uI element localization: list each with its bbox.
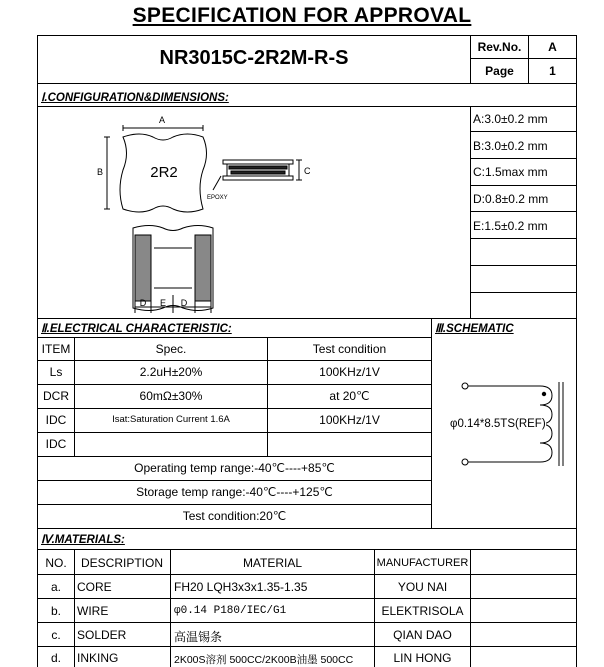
schematic-heading: Ⅲ.SCHEMATIC bbox=[435, 323, 514, 335]
terminal-1 bbox=[462, 383, 468, 389]
material-manufacturer: ELEKTRISOLA bbox=[381, 604, 464, 618]
electrical-item: IDC bbox=[45, 437, 67, 451]
materials-header-manufacturer: MANUFACTURER bbox=[376, 557, 469, 569]
material-name: 高温锡条 bbox=[174, 630, 223, 644]
materials-heading: Ⅳ.MATERIALS: bbox=[41, 534, 125, 546]
material-description: CORE bbox=[77, 580, 112, 594]
marking-2r2: 2R2 bbox=[150, 164, 178, 181]
material-name: 2K00S溶剂 500CC/2K00B油墨 500CC bbox=[174, 654, 354, 666]
material-name: φ0.14 P180/IEC/G1 bbox=[174, 605, 287, 617]
materials-header-material: MATERIAL bbox=[242, 556, 303, 570]
electrical-header-spec: Spec. bbox=[155, 342, 187, 356]
material-no: c. bbox=[51, 628, 61, 642]
material-no: b. bbox=[50, 604, 61, 618]
material-manufacturer: QIAN DAO bbox=[393, 628, 452, 642]
electrical-condition: 100KHz/1V bbox=[319, 413, 380, 427]
drawing-label-d1: D bbox=[139, 298, 147, 308]
materials-header-description: DESCRIPTION bbox=[81, 556, 164, 570]
dimension-d: D:0.8±0.2 mm bbox=[473, 192, 549, 206]
material-description: INKING bbox=[77, 651, 119, 665]
part-number: NR3015C-2R2M-R-S bbox=[159, 47, 349, 69]
side-view bbox=[213, 160, 302, 190]
dimension-drawing bbox=[95, 108, 310, 316]
material-name: FH20 LQH3x3x1.35-1.35 bbox=[174, 580, 308, 594]
page-label: Page bbox=[485, 64, 514, 78]
drawing-label-b: B bbox=[96, 167, 104, 177]
material-no: d. bbox=[50, 651, 61, 665]
dimensions-heading: Ⅰ.CONFIGURATION&DIMENSIONS: bbox=[41, 92, 229, 104]
dimension-e: E:1.5±0.2 mm bbox=[473, 219, 548, 233]
drawing-label-c: C bbox=[304, 166, 310, 176]
storage-temp: Storage temp range:-40℃----+125℃ bbox=[136, 485, 333, 499]
material-description: WIRE bbox=[77, 604, 109, 618]
material-description: SOLDER bbox=[77, 628, 127, 642]
rev-label: Rev.No. bbox=[477, 40, 522, 54]
page-value: 1 bbox=[549, 64, 556, 78]
dimension-a: A:3.0±0.2 mm bbox=[473, 112, 548, 126]
electrical-spec: 2.2uH±20% bbox=[139, 365, 203, 379]
electrical-spec: 60mΩ±30% bbox=[139, 389, 203, 403]
electrical-condition: 100KHz/1V bbox=[319, 365, 380, 379]
electrical-header-item: ITEM bbox=[41, 342, 71, 356]
dimension-c: C:1.5max mm bbox=[473, 165, 548, 179]
drawing-label-e: E bbox=[159, 298, 167, 308]
electrical-heading: Ⅱ.ELECTRICAL CHARACTERISTIC: bbox=[41, 323, 232, 335]
wire-label: φ0.14*8.5TS(REF) bbox=[450, 418, 546, 430]
drawing-label-a: A bbox=[158, 115, 166, 125]
material-manufacturer: LIN HONG bbox=[393, 651, 452, 665]
polarity-dot bbox=[542, 392, 546, 396]
electrical-item: DCR bbox=[43, 389, 69, 403]
electrical-spec: Isat:Saturation Current 1.6A bbox=[112, 414, 230, 425]
dimension-b: B:3.0±0.2 mm bbox=[473, 139, 548, 153]
electrical-item: Ls bbox=[49, 365, 63, 379]
rev-value: A bbox=[548, 40, 557, 54]
operating-temp: Operating temp range:-40℃----+85℃ bbox=[134, 461, 335, 475]
electrical-condition: at 20℃ bbox=[329, 389, 370, 403]
drawing-label-epoxy: EPOXY bbox=[207, 195, 228, 201]
material-no: a. bbox=[50, 580, 61, 594]
terminal-2 bbox=[462, 459, 468, 465]
document-title: SPECIFICATION FOR APPROVAL bbox=[132, 4, 472, 27]
drawing-label-d2: D bbox=[180, 298, 188, 308]
material-manufacturer: YOU NAI bbox=[397, 580, 448, 594]
test-condition: Test condition:20℃ bbox=[182, 509, 287, 523]
materials-header-no: NO. bbox=[45, 556, 67, 570]
electrical-item: IDC bbox=[45, 413, 67, 427]
electrical-header-condition: Test condition bbox=[312, 342, 387, 356]
